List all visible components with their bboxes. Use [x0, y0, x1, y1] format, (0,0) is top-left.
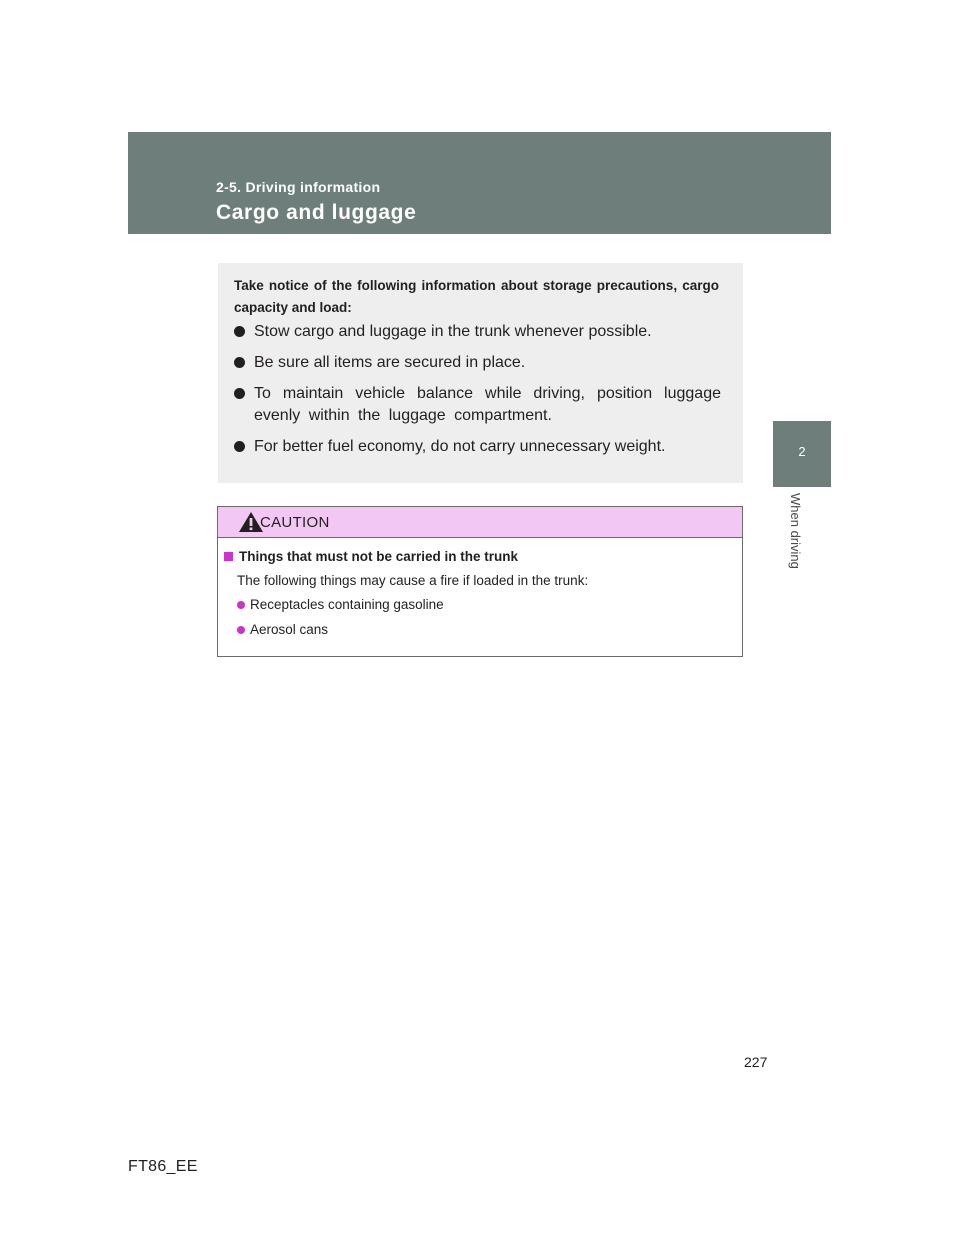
- bullet-icon: [234, 388, 245, 399]
- list-item-text: For better fuel economy, do not carry unnecessary weight.: [254, 438, 666, 455]
- caution-header: [218, 507, 742, 538]
- list-item: [234, 436, 721, 458]
- page-title: Cargo and luggage: [216, 201, 417, 224]
- list-item-text: Be sure all items are secured in place.: [254, 354, 526, 371]
- chapter-number: 2: [798, 444, 806, 459]
- list-item: [234, 352, 721, 374]
- bullet-icon: [237, 601, 245, 609]
- square-bullet-icon: [224, 552, 233, 561]
- page-number: 227: [744, 1054, 768, 1070]
- list-item-text: Receptacles containing gasoline: [250, 597, 444, 612]
- caution-title: CAUTION: [260, 514, 330, 531]
- list-item: [237, 597, 444, 613]
- header-band: [128, 132, 831, 234]
- model-code: FT86_EE: [128, 1158, 198, 1175]
- storage-info-box: [218, 263, 743, 483]
- storage-tips-list: [234, 321, 721, 467]
- bullet-icon: [234, 326, 245, 337]
- list-item: [237, 622, 444, 638]
- list-item-text: To maintain vehicle balance while driving, position luggage evenly within the luggage compartment.: [254, 385, 721, 424]
- list-item: [234, 321, 721, 343]
- bullet-icon: [234, 441, 245, 452]
- caution-heading: [224, 549, 518, 564]
- chapter-name: When driving: [788, 493, 803, 569]
- bullet-icon: [234, 357, 245, 368]
- section-label: 2-5. Driving information: [216, 179, 381, 195]
- intro-text: Take notice of the following information about storage precautions, cargo capacity and load:: [234, 278, 719, 315]
- caution-heading-text: Things that must not be carried in the trunk: [239, 549, 519, 564]
- list-item-text: Aerosol cans: [250, 622, 329, 637]
- list-item-text: Stow cargo and luggage in the trunk whenever possible.: [254, 323, 652, 340]
- chapter-tab[interactable]: [773, 421, 831, 487]
- bullet-icon: [237, 626, 245, 634]
- caution-box: [217, 506, 743, 657]
- caution-items-list: [237, 597, 444, 647]
- caution-description: The following things may cause a fire if loaded in the trunk:: [237, 573, 589, 588]
- list-item: [234, 383, 721, 427]
